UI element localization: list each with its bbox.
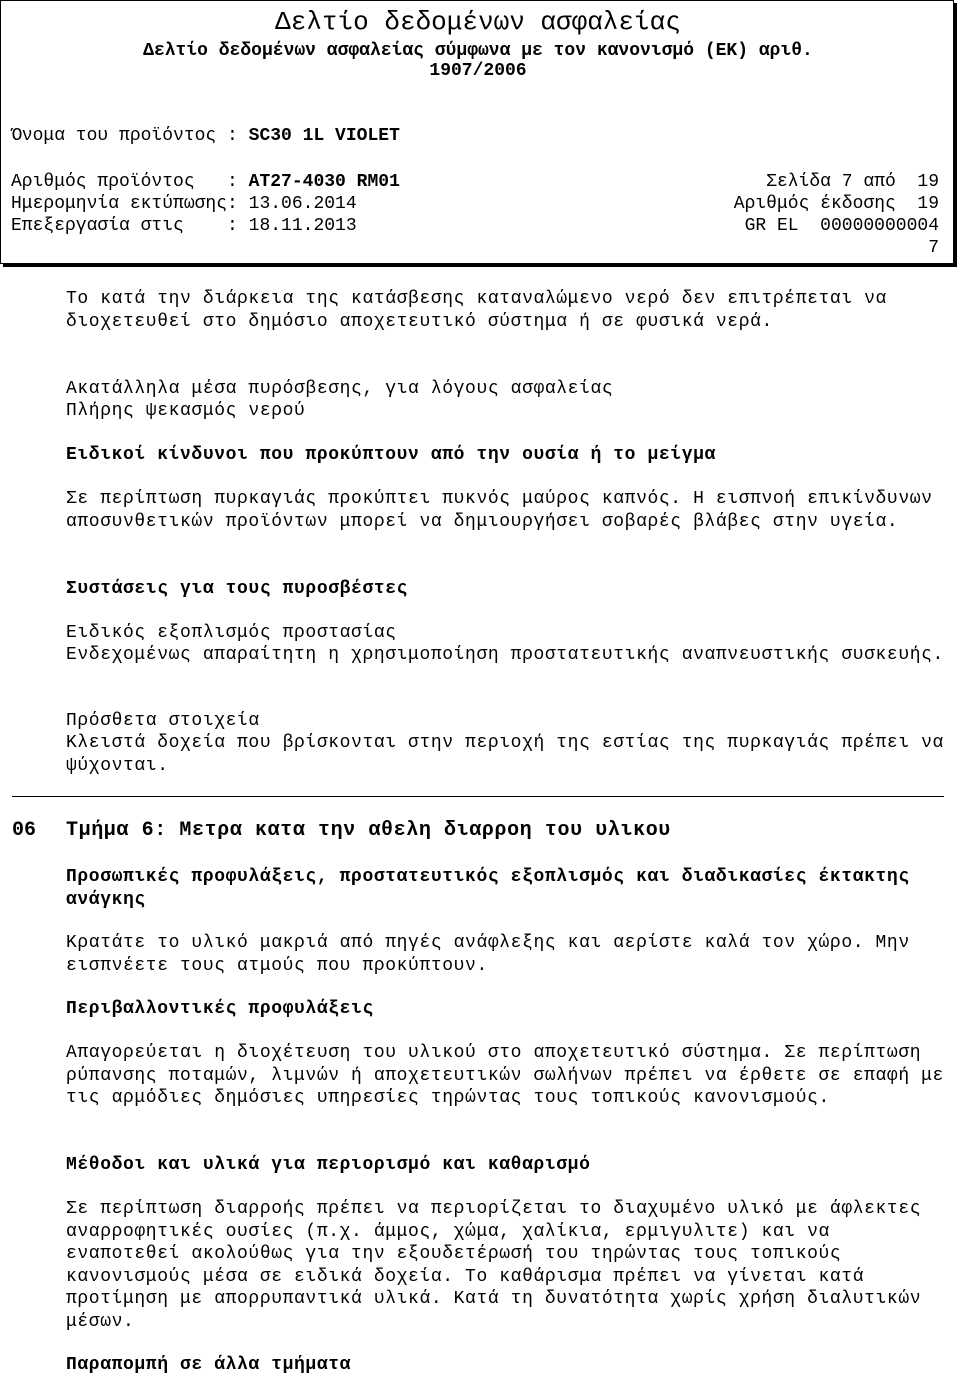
special-hazards-text: Σε περίπτωση πυρκαγιάς προκύπτει πυκνός μαύρος καπνός. Η εισπνοή επικίνδυνων αποσυνθετικών προϊόντων μπορεί να δημιουργήσει σοβαρές βλάβες στην υγεία. bbox=[66, 489, 933, 532]
document-header bbox=[0, 0, 954, 264]
section-divider bbox=[12, 796, 944, 797]
product-name-label: Όνομα του προϊόντος : bbox=[11, 126, 249, 146]
personal-precautions-heading: Προσωπικές προφυλάξεις, προστατευτικός εξοπλισμός και διαδικασίες έκτακτης ανάγκης bbox=[66, 867, 910, 910]
product-number-label: Αριθμός προϊόντος : bbox=[11, 172, 249, 192]
processed-label: Επεξεργασία στις : bbox=[11, 216, 249, 236]
containment-methods-text: Σε περίπτωση διαρροής πρέπει να περιορίζεται το διαχυμένο υλικό με άφλεκτες αναρροφητικές ουσίες (π.χ. άμμος, χώμα, χαλίκια, ερμιγυλιτε) και να εναποτεθεί ακολούθως για την εξουδετέρωσή του τηρώντας τους τοπικούς κανονισμούς μέσα σε ειδικά δοχεία. Το καθάρισμα πρέπει να γίνεται κατά προτίμηση με απορρυπαντικά υλικά. Κατά τη δυνατότητα χωρίς χρήση διαλυτικών μέσων. bbox=[66, 1199, 922, 1332]
product-name-row bbox=[11, 125, 400, 147]
print-date-value: 13.06.2014 bbox=[248, 194, 357, 214]
product-number-value: AT27-4030 RM01 bbox=[248, 172, 400, 192]
unsuitable-media-value: Πλήρης ψεκασμός νερού bbox=[66, 401, 306, 421]
document-subtitle-regulation: 1907/2006 bbox=[429, 61, 527, 81]
protective-equipment-text: Ενδεχομένως απαραίτητη η χρησιμοποίηση προστατευτικής αναπνευστικής συσκευής. bbox=[66, 645, 944, 665]
issue-number: Αριθμός έκδοσης 19 bbox=[733, 194, 939, 214]
processed-row bbox=[11, 215, 357, 237]
additional-info-label: Πρόσθετα στοιχεία bbox=[66, 711, 260, 731]
environmental-precautions-heading: Περιβαλλοντικές προφυλάξεις bbox=[66, 999, 374, 1019]
document-title: Δελτίο δεδομένων ασφαλείας bbox=[275, 7, 681, 37]
print-date-row bbox=[11, 193, 357, 215]
document-subtitle: Δελτίο δεδομένων ασφαλείας σύμφωνα με τον κανονισμό (ΕΚ) αριθ. bbox=[143, 41, 813, 61]
processed-value: 18.11.2013 bbox=[248, 216, 357, 236]
containment-methods-heading: Μέθοδοι και υλικά για περιορισμό και καθαρισμό bbox=[66, 1155, 591, 1175]
language-code: GR EL 00000000004 bbox=[744, 216, 939, 236]
protective-equipment-label: Ειδικός εξοπλισμός προστασίας bbox=[66, 623, 397, 643]
personal-precautions-text: Κρατάτε το υλικό μακριά από πηγές ανάφλεξης και αερίστε καλά τον χώρο. Μην εισπνέετε τους ατμούς που προκύπτουν. bbox=[66, 933, 910, 976]
reference-sections-heading: Παραπομπή σε άλλα τμήματα bbox=[66, 1355, 352, 1375]
product-name-value: SC30 1L VIOLET bbox=[248, 126, 400, 146]
additional-info-text: Κλειστά δοχεία που βρίσκονται στην περιοχή της εστίας της πυρκαγιάς πρέπει να ψύχονται. bbox=[66, 733, 944, 776]
print-date-label: Ημερομηνία εκτύπωσης: bbox=[11, 194, 249, 214]
product-number-row bbox=[11, 171, 400, 193]
water-disposal-text: Το κατά την διάρκεια της κατάσβεσης καταναλώμενο νερό δεν επιτρέπεται να διοχετευθεί στο δημόσιο αποχετευτικό σύστημα ή σε φυσικά νερά. bbox=[66, 289, 887, 332]
unsuitable-media-label: Ακατάλληλα μέσα πυρόσβεσης, για λόγους ασφαλείας bbox=[66, 379, 614, 399]
section-number: 06 bbox=[12, 819, 37, 842]
firefighter-advice-heading: Συστάσεις για τους πυροσβέστες bbox=[66, 579, 409, 599]
section-title: Τμήμα 6: Μετρα κατα την αθελη διαρροη του υλικου bbox=[66, 819, 671, 842]
environmental-precautions-text: Απαγορεύεται η διοχέτευση του υλικού στο αποχετευτικό σύστημα. Σε περίπτωση ρύπανσης ποταμών, λιμνών ή αποχετευτικών σωλήνων πρέπει να έρθετε σε επαφή με τις αρμόδιες δημόσιες υπηρεσίες τηρώντας τους τοπικούς κανονισμούς. bbox=[66, 1043, 944, 1108]
page-info: Σελίδα 7 από 19 bbox=[766, 172, 939, 192]
language-code-continued: 7 bbox=[928, 238, 939, 258]
special-hazards-heading: Ειδικοί κίνδυνοι που προκύπτουν από την ουσία ή το μείγμα bbox=[66, 445, 716, 465]
